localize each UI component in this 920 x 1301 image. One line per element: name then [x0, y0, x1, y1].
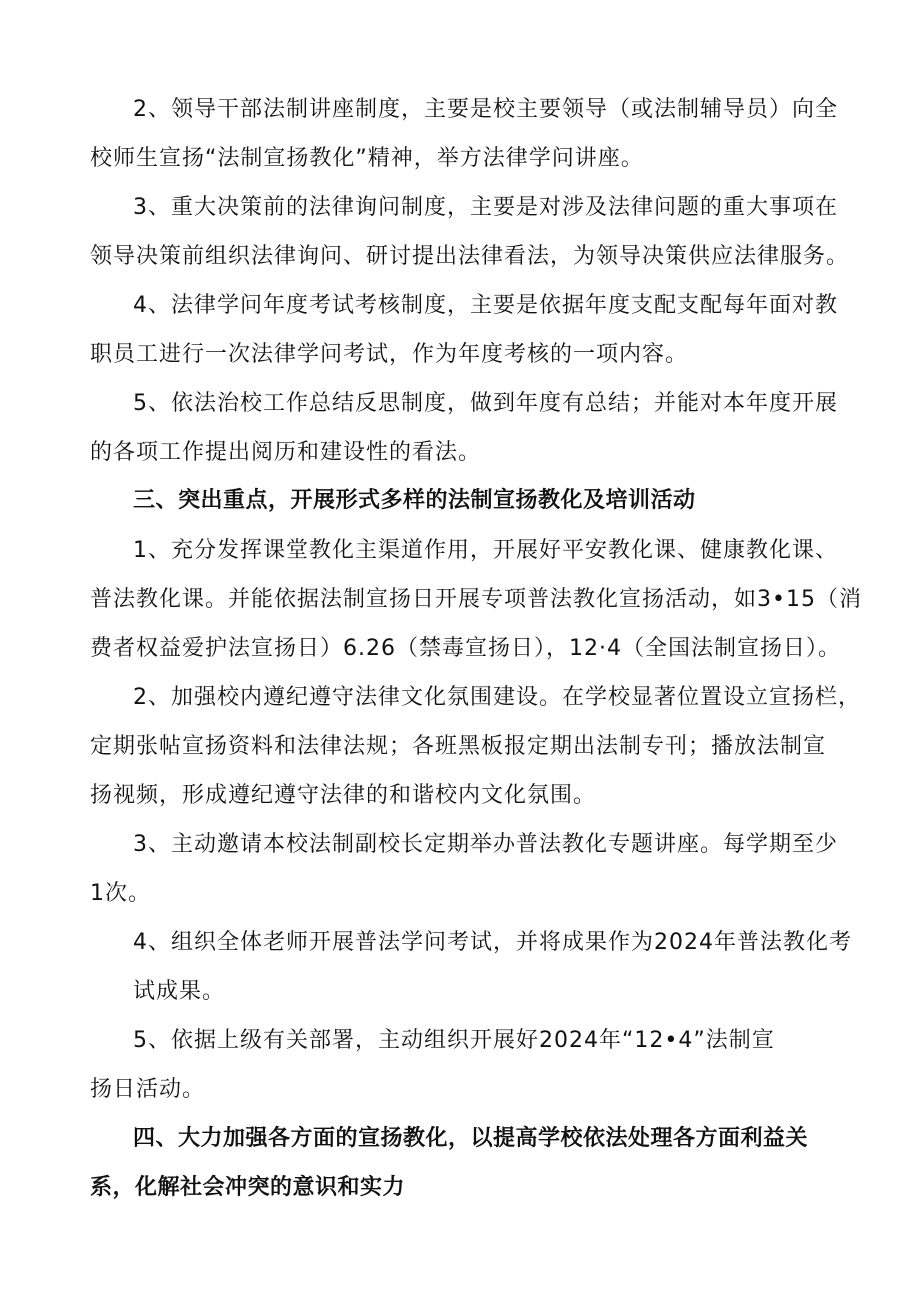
- paragraph-line: 的各项工作提出阅历和建设性的看法。: [90, 440, 482, 465]
- paragraph-line: 职员工进行一次法律学问考试，作为年度考核的一项内容。: [90, 342, 689, 367]
- paragraph-line: 5、依据上级有关部署，主动组织开展好2024年“12•4”法制宣: [133, 1028, 775, 1053]
- paragraph-line: 校师生宣扬“法制宣扬教化”精神，举方法律学问讲座。: [90, 146, 644, 171]
- paragraph-line: 2、加强校内遵纪遵守法律文化氛围建设。在学校显著位置设立宣扬栏，: [133, 685, 861, 710]
- section-heading: 系，化解社会冲突的意识和实力: [90, 1175, 406, 1200]
- paragraph-line: 3、主动邀请本校法制副校长定期举办普法教化专题讲座。每学期至少: [133, 832, 838, 857]
- paragraph-line: 1、充分发挥课堂教化主渠道作用，开展好平安教化课、健康教化课、: [133, 538, 838, 563]
- paragraph-line: 4、组织全体老师开展普法学问考试，并将成果作为2024年普法教化考: [133, 930, 852, 955]
- paragraph-line: 扬视频，形成遵纪遵守法律的和谐校内文化氛围。: [90, 783, 597, 808]
- paragraph-line: 4、法律学问年度考试考核制度，主要是依据年度支配支配每年面对教: [133, 293, 838, 318]
- paragraph-line: 试成果。: [133, 979, 226, 1004]
- paragraph-line: 2、领导干部法制讲座制度，主要是校主要领导（或法制辅导员）向全: [133, 97, 838, 122]
- paragraph-line: 领导决策前组织法律询问、研讨提出法律看法，为领导决策供应法律服务。: [90, 244, 850, 269]
- section-heading: 四、大力加强各方面的宣扬教化，以提高学校依法处理各方面利益关: [133, 1126, 809, 1151]
- paragraph-line: 定期张帖宣扬资料和法律法规；各班黑板报定期出法制专刊；播放法制宣: [90, 734, 827, 759]
- paragraph-line: 3、重大决策前的法律询问制度，主要是对涉及法律问题的重大事项在: [133, 195, 838, 220]
- paragraph-line: 费者权益爱护法宣扬日）6.26（禁毒宣扬日），12·4（全国法制宣扬日）。: [90, 636, 841, 661]
- paragraph-line: 扬日活动。: [90, 1077, 206, 1102]
- paragraph-line: 普法教化课。并能依据法制宣扬日开展专项普法教化宣扬活动，如3•15（消: [90, 587, 862, 612]
- paragraph-line: 1次。: [90, 881, 151, 906]
- paragraph-line: 5、依法治校工作总结反思制度，做到年度有总结；并能对本年度开展: [133, 391, 838, 416]
- section-heading: 三、突出重点，开展形式多样的法制宣扬教化及培训活动: [133, 488, 696, 513]
